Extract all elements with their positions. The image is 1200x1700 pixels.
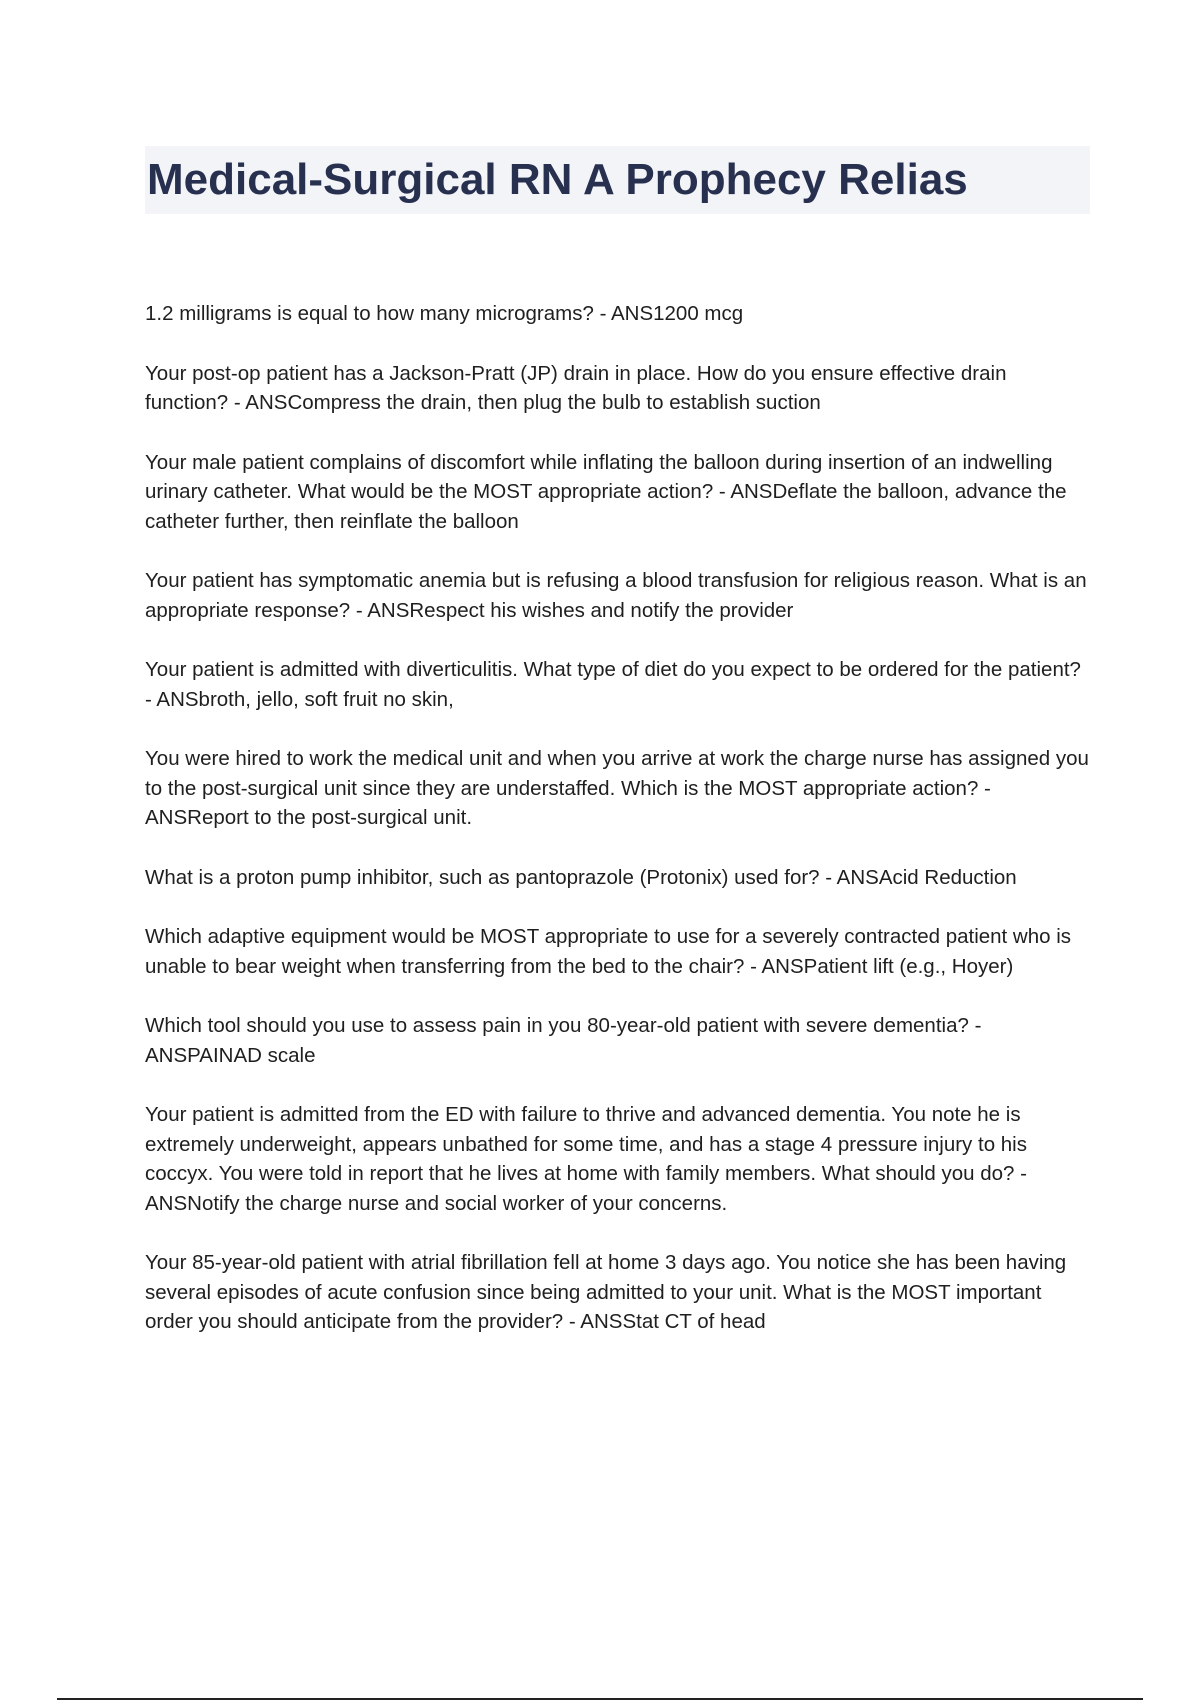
qa-item: 1.2 milligrams is equal to how many micrograms? - ANS1200 mcg [145,302,744,325]
qa-item: Which tool should you use to assess pain in you 80-year-old patient with severe dementia? - ANSPAINAD scale [145,1014,982,1067]
qa-item: What is a proton pump inhibitor, such as pantoprazole (Protonix) used for? - ANSAcid Reduction [145,865,1017,889]
qa-list [145,299,1090,1367]
qa-item: Your patient is admitted with diverticulitis. What type of diet do you expect to be ordered for the patient? - ANSbroth, jello, soft fruit no skin, [145,658,1081,711]
qa-item: Your post-op patient has a Jackson-Pratt (JP) drain in place. How do you ensure effective drain function? - ANSCompress the drain, then plug the bulb to establish suction [145,361,1007,414]
qa-item: Your patient has symptomatic anemia but is refusing a blood transfusion for religious reason. What is an appropriate response? - ANSRespect his wishes and notify the provider [145,569,1087,622]
qa-item: You were hired to work the medical unit and when you arrive at work the charge nurse has assigned you to the post-surgical unit since they are understaffed. Which is the MOST appropriate action? - ANSReport to the post-surgical unit. [145,747,1089,829]
qa-item: Your patient is admitted from the ED with failure to thrive and advanced dementia. You note he is extremely underweight, appears unbathed for some time, and has a stage 4 pressure injury to his coccyx. You were told in report that he lives at home with family members. What should you do? - ANSNotify the charge nurse and social worker of your concerns. [145,1103,1027,1215]
qa-item: Your 85-year-old patient with atrial fibrillation fell at home 3 days ago. You notice she has been having several episodes of acute confusion since being admitted to your unit. What is the MOST important order you should anticipate from the provider? - ANSStat CT of head [145,1251,1067,1333]
qa-item: Your male patient complains of discomfort while inflating the balloon during insertion of an indwelling urinary catheter. What would be the MOST appropriate action? - ANSDeflate the balloon, advance the catheter further, then reinflate the balloon [145,450,1067,533]
qa-item: Which adaptive equipment would be MOST appropriate to use for a severely contracted patient who is unable to bear weight when transferring from the bed to the chair? - ANSPatient lift (e.g., Hoyer) [145,925,1072,978]
document-title: Medical-Surgical RN A Prophecy Relias [147,155,968,204]
